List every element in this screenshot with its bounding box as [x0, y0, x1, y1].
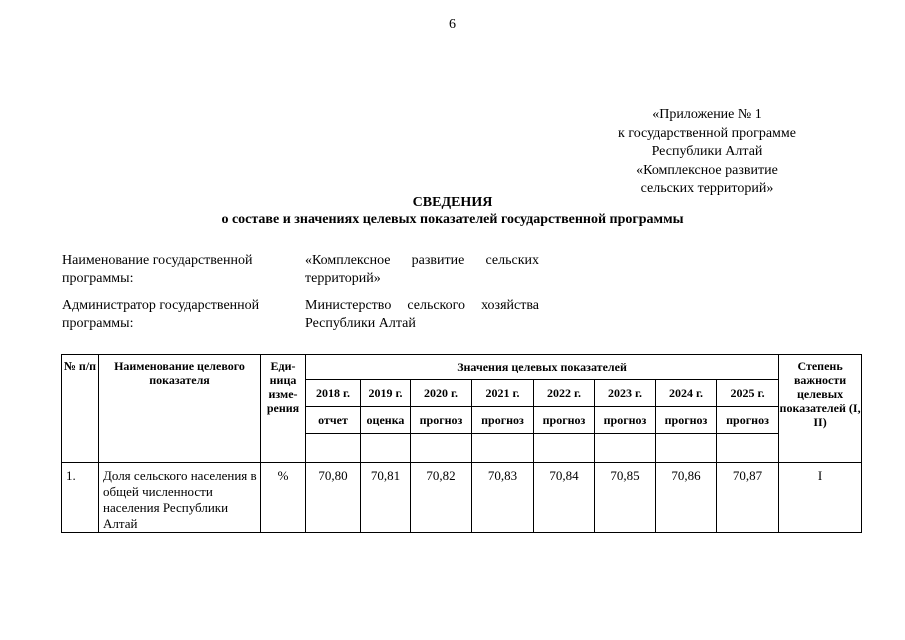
row-value: 70,85 [595, 463, 656, 533]
value-type-header: отчет [306, 407, 361, 434]
value-type-header: прогноз [656, 407, 717, 434]
header-num: № п/п [62, 355, 99, 463]
empty-cell [595, 434, 656, 463]
year-header: 2018 г. [306, 380, 361, 407]
appendix-line: сельских территорий» [640, 181, 774, 196]
row-num: 1. [62, 463, 99, 533]
row-indicator-name: Доля сельского населения в общей численности населения Республики Алтай [99, 463, 261, 533]
year-header: 2019 г. [361, 380, 411, 407]
program-name-value [305, 252, 539, 288]
year-header: 2024 г. [656, 380, 717, 407]
administrator-value [305, 297, 539, 333]
appendix-line: Республики Алтай [651, 144, 763, 159]
row-value: 70,84 [534, 463, 595, 533]
year-header: 2023 г. [595, 380, 656, 407]
indicators-table [61, 354, 862, 533]
label-line: программы: [62, 271, 134, 286]
value-line: «Комплексное развитие сельских [305, 253, 539, 268]
header-name: Наименование целевого показателя [99, 355, 261, 463]
year-header: 2025 г. [717, 380, 779, 407]
program-name-label [62, 252, 292, 288]
appendix-line: «Комплексное развитие [636, 162, 778, 178]
row-importance: I [779, 463, 862, 533]
page-number: 6 [449, 17, 456, 32]
year-header: 2021 г. [472, 380, 534, 407]
empty-cell [534, 434, 595, 463]
empty-cell [472, 434, 534, 463]
value-type-header: прогноз [595, 407, 656, 434]
value-line: Республики Алтай [305, 316, 416, 331]
row-value: 70,83 [472, 463, 534, 533]
appendix-note [577, 106, 837, 199]
label-line: Наименование государственной [62, 253, 253, 268]
value-type-header: прогноз [717, 407, 779, 434]
title-sub: о составе и значениях целевых показателей государственной программы [221, 212, 684, 227]
empty-cell [656, 434, 717, 463]
empty-cell [361, 434, 411, 463]
header-importance: Степень важности целевых показателей (I, II) [779, 355, 862, 463]
appendix-line: «Приложение № 1 [652, 107, 762, 122]
appendix-line: к государственной программе [618, 125, 796, 141]
header-unit: Еди-ница изме-рения [261, 355, 306, 463]
row-value: 70,81 [361, 463, 411, 533]
year-header: 2022 г. [534, 380, 595, 407]
empty-cell [717, 434, 779, 463]
table-row [62, 463, 862, 533]
value-type-header: оценка [361, 407, 411, 434]
value-line: Министерство сельского хозяйства [305, 298, 539, 313]
label-line: Администратор государственной [62, 298, 260, 313]
value-type-header: прогноз [472, 407, 534, 434]
row-unit: % [261, 463, 306, 533]
value-line: территорий» [305, 271, 381, 286]
title-main: СВЕДЕНИЯ [412, 195, 493, 210]
year-header: 2020 г. [411, 380, 472, 407]
value-type-header: прогноз [411, 407, 472, 434]
empty-cell [411, 434, 472, 463]
row-value: 70,86 [656, 463, 717, 533]
row-value: 70,82 [411, 463, 472, 533]
header-values-group: Значения целевых показателей [306, 355, 779, 380]
empty-cell [306, 434, 361, 463]
row-value: 70,80 [306, 463, 361, 533]
value-type-header: прогноз [534, 407, 595, 434]
row-value: 70,87 [717, 463, 779, 533]
administrator-label [62, 297, 292, 333]
label-line: программы: [62, 316, 134, 331]
document-title [0, 194, 905, 228]
